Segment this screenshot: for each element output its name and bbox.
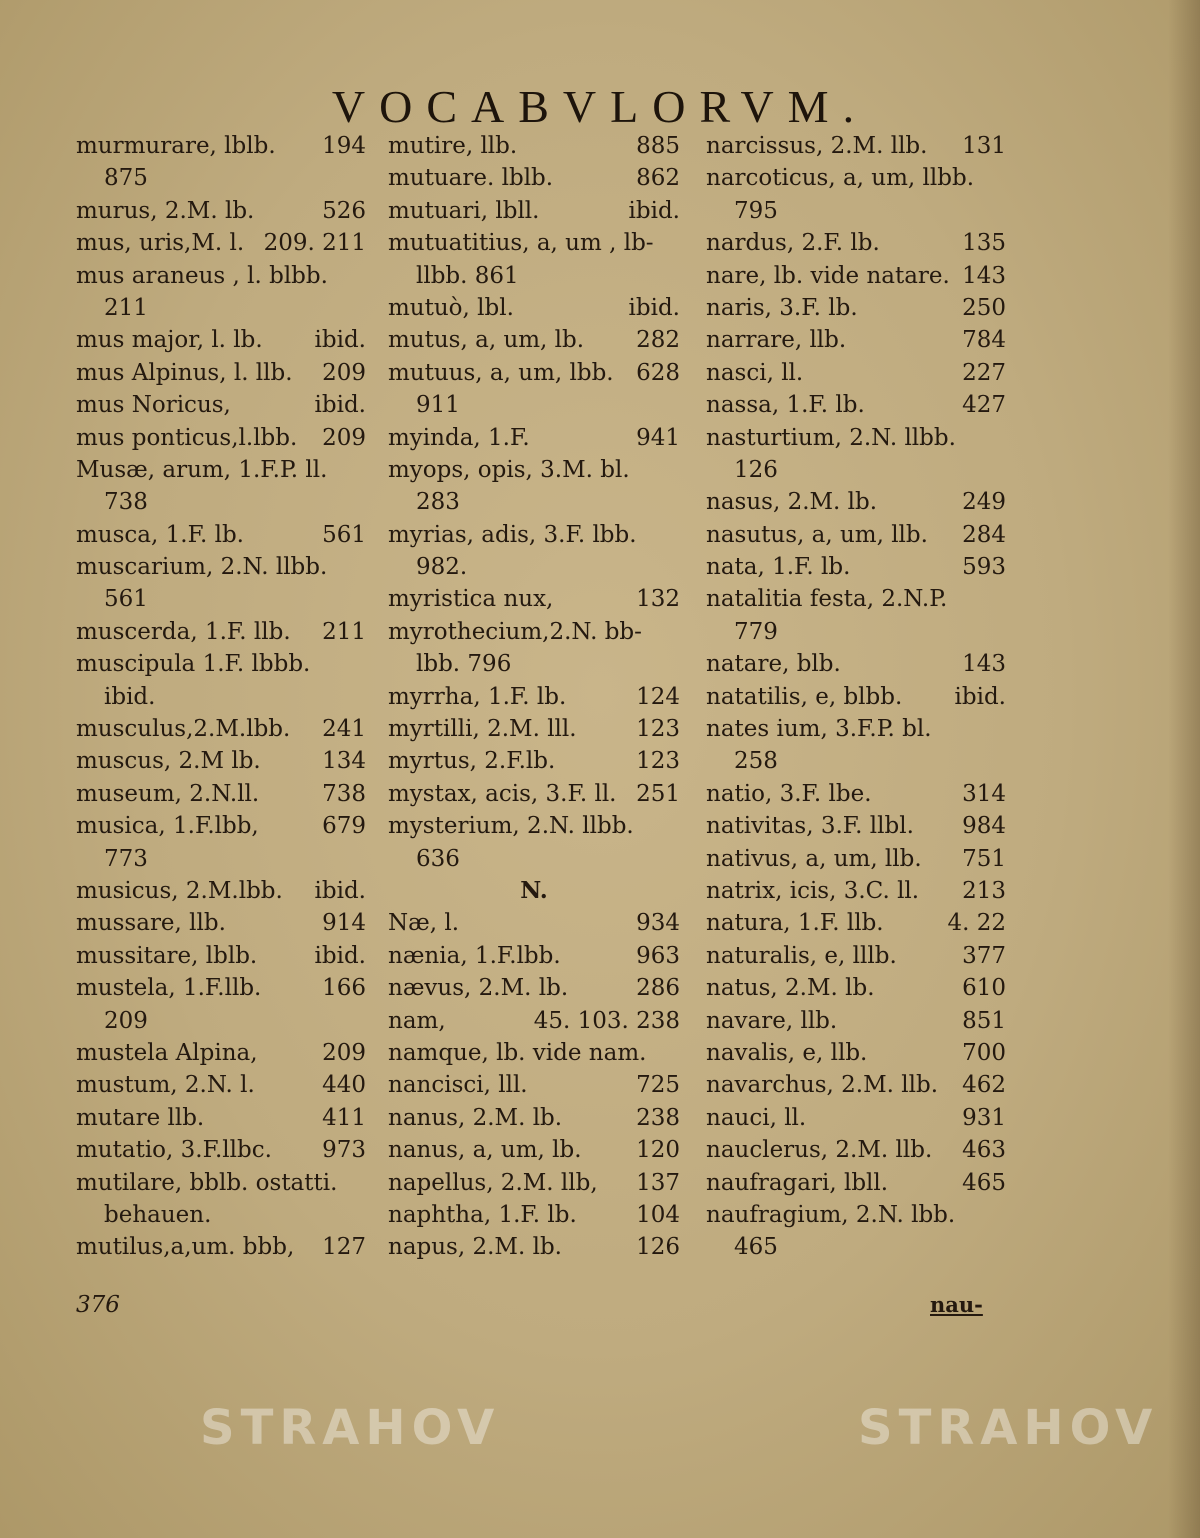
entry-term: nativitas, 3.F. llbl. [706, 813, 914, 840]
index-entry [388, 195, 680, 227]
entry-term: narrare, llb. [706, 327, 847, 354]
page-edge-shadow [1168, 0, 1200, 1538]
entry-page-ref: 784 [962, 327, 1006, 354]
entry-term: natare, blb. [706, 651, 841, 678]
index-entry [388, 1005, 680, 1037]
entry-page-ref: 135 [962, 230, 1006, 257]
entry-page-ref: 931 [962, 1104, 1006, 1131]
index-entry [76, 1069, 366, 1101]
index-entry [76, 681, 366, 713]
entry-page-ref: 131 [962, 133, 1006, 159]
index-entry [706, 1102, 1006, 1134]
index-entry [76, 1231, 366, 1263]
index-entry [388, 778, 680, 810]
index-entry [706, 551, 1006, 583]
entry-term: mutuus, a, um, lbb. [388, 359, 614, 386]
entry-term: behauen. [104, 1201, 212, 1228]
entry-term: nata, 1.F. lb. [706, 554, 851, 581]
entry-page-ref: 123 [636, 716, 680, 743]
index-entry [388, 130, 680, 162]
entry-page-ref: 238 [636, 1104, 680, 1131]
entry-page-ref: 127 [322, 1234, 366, 1261]
entry-term: mussitare, lblb. [76, 942, 258, 969]
page-reference-continuation: 376 [76, 1292, 120, 1318]
entry-term: natatilis, e, blbb. [706, 683, 903, 710]
index-entry [706, 292, 1006, 324]
index-entry [388, 745, 680, 777]
entry-term: narcissus, 2.M. llb. [706, 133, 928, 159]
entry-term: myristica nux, [388, 586, 554, 613]
entry-term: naufragium, 2.N. lbb. [706, 1201, 956, 1228]
entry-page-ref: 143 [962, 651, 1006, 678]
entry-term: natus, 2.M. lb. [706, 975, 875, 1002]
index-entry [706, 1167, 1006, 1199]
entry-page-ref: 738 [322, 780, 366, 807]
index-entry [388, 454, 680, 486]
index-entry [706, 260, 1006, 292]
index-entry [76, 227, 366, 259]
entry-term: 211 [104, 294, 148, 321]
entry-term: mus araneus , l. blbb. [76, 262, 328, 289]
index-entry [706, 940, 1006, 972]
entry-term: musicus, 2.M.lbb. [76, 877, 283, 904]
entry-term: mus Noricus, [76, 392, 231, 419]
entry-term: N. [520, 876, 548, 904]
entry-page-ref: 885 [636, 133, 680, 159]
index-entry [388, 713, 680, 745]
entry-page-ref: ibid. [314, 942, 366, 969]
index-entry [388, 389, 680, 421]
entry-term: mus ponticus,l.lbb. [76, 424, 298, 451]
entry-term: natura, 1.F. llb. [706, 910, 884, 937]
index-entry [76, 843, 366, 875]
index-entry [388, 907, 680, 939]
entry-term: murus, 2.M. lb. [76, 197, 255, 224]
watermark-left: STRAHOV [200, 1400, 501, 1456]
entry-term: nasci, ll. [706, 359, 804, 386]
entry-page-ref: 213 [962, 877, 1006, 904]
entry-term: napellus, 2.M. llb, [388, 1169, 598, 1196]
entry-term: mystax, acis, 3.F. ll. [388, 780, 617, 807]
index-entry [388, 1199, 680, 1231]
page-heading: VOCABVLORVM. [331, 81, 869, 132]
index-entry [76, 486, 366, 518]
entry-term: navare, llb. [706, 1007, 838, 1034]
entry-page-ref: 286 [636, 975, 680, 1002]
entry-term: muscerda, 1.F. llb. [76, 618, 291, 645]
section-letter [388, 875, 680, 907]
index-entry [706, 1199, 1006, 1231]
entry-term: mustela, 1.F.llb. [76, 975, 262, 1002]
entry-page-ref: 134 [322, 748, 366, 775]
entry-page-ref: 462 [962, 1072, 1006, 1099]
index-entry [706, 648, 1006, 680]
index-entry [706, 907, 1006, 939]
entry-term: nativus, a, um, llb. [706, 845, 922, 872]
entry-term: 465 [734, 1234, 778, 1261]
entry-term: museum, 2.N.ll. [76, 780, 260, 807]
entry-term: 875 [104, 165, 148, 192]
index-entry [388, 1069, 680, 1101]
index-column-3 [706, 130, 1006, 1264]
index-entry [76, 324, 366, 356]
entry-page-ref: 251 [636, 780, 680, 807]
index-entry [76, 940, 366, 972]
index-entry [388, 227, 680, 259]
index-entry [388, 1102, 680, 1134]
entry-term: nassa, 1.F. lb. [706, 392, 865, 419]
entry-term: nauclerus, 2.M. llb. [706, 1137, 933, 1164]
entry-term: 283 [416, 489, 460, 516]
index-entry [706, 422, 1006, 454]
index-entry [76, 195, 366, 227]
entry-term: myops, opis, 3.M. bl. [388, 456, 630, 483]
index-entry [76, 583, 366, 615]
entry-page-ref: 4. 22 [947, 910, 1006, 937]
index-entry [388, 551, 680, 583]
entry-page-ref: 241 [322, 716, 366, 743]
entry-page-ref: 123 [636, 748, 680, 775]
entry-page-ref: 862 [636, 165, 680, 192]
entry-page-ref: ibid. [628, 197, 680, 224]
entry-term: musculus,2.M.lbb. [76, 716, 291, 743]
entry-page-ref: 132 [636, 586, 680, 613]
entry-term: nanus, 2.M. lb. [388, 1104, 563, 1131]
entry-term: naufragari, lbll. [706, 1169, 889, 1196]
index-entry [706, 162, 1006, 194]
index-entry [388, 616, 680, 648]
entry-term: natalitia festa, 2.N.P. [706, 586, 948, 613]
index-entry [388, 1134, 680, 1166]
entry-page-ref: 314 [962, 780, 1006, 807]
entry-term: mysterium, 2.N. llbb. [388, 813, 634, 840]
entry-term: 126 [734, 456, 778, 483]
index-entry [706, 810, 1006, 842]
entry-term: mus, uris,M. l. [76, 230, 245, 257]
index-entry [706, 843, 1006, 875]
index-entry [76, 162, 366, 194]
catchword: nau- [930, 1292, 983, 1317]
entry-term: muscipula 1.F. lbbb. [76, 651, 311, 678]
entry-term: 779 [734, 618, 778, 645]
entry-page-ref: 628 [636, 359, 680, 386]
entry-page-ref: ibid. [954, 683, 1006, 710]
entry-term: mutilus,a,um. bbb, [76, 1234, 295, 1261]
entry-page-ref: 377 [962, 942, 1006, 969]
entry-term: muscus, 2.M lb. [76, 748, 261, 775]
index-entry [388, 583, 680, 615]
index-entry [706, 745, 1006, 777]
entry-page-ref: 194 [322, 133, 366, 159]
index-entry [706, 454, 1006, 486]
index-entry [706, 227, 1006, 259]
entry-page-ref: 209. 211 [263, 230, 366, 257]
entry-page-ref: 166 [322, 975, 366, 1002]
index-entry [76, 357, 366, 389]
entry-page-ref: 137 [636, 1169, 680, 1196]
entry-page-ref: ibid. [314, 327, 366, 354]
index-entry [76, 778, 366, 810]
entry-term: Næ, l. [388, 910, 460, 937]
index-column-2 [388, 130, 680, 1264]
entry-page-ref: 751 [962, 845, 1006, 872]
entry-term: navalis, e, llb. [706, 1039, 868, 1066]
entry-term: nare, lb. vide natare. [706, 262, 950, 289]
index-entry [706, 616, 1006, 648]
index-entry [76, 1134, 366, 1166]
entry-page-ref: 104 [636, 1201, 680, 1228]
entry-term: mussare, llb. [76, 910, 226, 937]
entry-term: natrix, icis, 3.C. ll. [706, 877, 920, 904]
entry-term: namque, lb. vide nam. [388, 1039, 647, 1066]
index-entry [76, 260, 366, 292]
entry-term: myrias, adis, 3.F. lbb. [388, 521, 637, 548]
entry-term: muscarium, 2.N. llbb. [76, 554, 328, 581]
index-entry [388, 1037, 680, 1069]
index-entry [76, 972, 366, 1004]
entry-term: nasturtium, 2.N. llbb. [706, 424, 956, 451]
entry-term: nævus, 2.M. lb. [388, 975, 569, 1002]
index-entry [706, 357, 1006, 389]
index-entry [706, 324, 1006, 356]
entry-page-ref: ibid. [628, 294, 680, 321]
index-entry [76, 1199, 366, 1231]
index-entry [706, 713, 1006, 745]
entry-term: nanus, a, um, lb. [388, 1137, 582, 1164]
index-entry [76, 616, 366, 648]
index-entry [388, 486, 680, 518]
entry-page-ref: 984 [962, 813, 1006, 840]
index-entry [706, 1134, 1006, 1166]
entry-term: nasutus, a, um, llb. [706, 521, 928, 548]
entry-term: natio, 3.F. lbe. [706, 780, 872, 807]
index-entry [706, 681, 1006, 713]
entry-term: 773 [104, 845, 148, 872]
entry-term: 561 [104, 586, 148, 613]
entry-term: nænia, 1.F.lbb. [388, 942, 561, 969]
index-entry [76, 551, 366, 583]
index-entry [76, 713, 366, 745]
entry-page-ref: 914 [322, 910, 366, 937]
entry-term: mutilare, bblb. ostatti. [76, 1169, 338, 1196]
index-entry [76, 1037, 366, 1069]
entry-term: napus, 2.M. lb. [388, 1234, 562, 1261]
entry-term: nauci, ll. [706, 1104, 807, 1131]
index-entry [388, 357, 680, 389]
index-entry [76, 454, 366, 486]
index-entry [76, 648, 366, 680]
entry-page-ref: 934 [636, 910, 680, 937]
entry-page-ref: 610 [962, 975, 1006, 1002]
index-entry [76, 292, 366, 324]
entry-page-ref: 427 [962, 392, 1006, 419]
index-entry [706, 1037, 1006, 1069]
entry-term: nasus, 2.M. lb. [706, 489, 878, 516]
entry-term: 911 [416, 392, 460, 419]
index-entry [388, 1167, 680, 1199]
entry-term: mutuare. lblb. [388, 165, 554, 192]
entry-term: musica, 1.F.lbb, [76, 813, 259, 840]
entry-page-ref: 209 [322, 424, 366, 451]
entry-page-ref: 284 [962, 521, 1006, 548]
index-entry [706, 1005, 1006, 1037]
entry-page-ref: 45. 103. 238 [533, 1007, 680, 1034]
entry-term: navarchus, 2.M. llb. [706, 1072, 939, 1099]
entry-term: 738 [104, 489, 148, 516]
index-entry [706, 778, 1006, 810]
index-entry [706, 486, 1006, 518]
entry-page-ref: 249 [962, 489, 1006, 516]
entry-page-ref: 250 [962, 294, 1006, 321]
entry-term: nates ium, 3.F.P. bl. [706, 716, 932, 743]
entry-term: naris, 3.F. lb. [706, 294, 858, 321]
index-entry [76, 1167, 366, 1199]
entry-term: 982. [416, 554, 468, 581]
entry-page-ref: ibid. [314, 877, 366, 904]
entry-page-ref: 209 [322, 359, 366, 386]
index-entry [76, 389, 366, 421]
entry-page-ref: 463 [962, 1137, 1006, 1164]
index-entry [76, 130, 366, 162]
index-entry [706, 130, 1006, 162]
index-entry [706, 195, 1006, 227]
entry-page-ref: 725 [636, 1072, 680, 1099]
index-entry [388, 1231, 680, 1263]
entry-term: mus major, l. lb. [76, 327, 263, 354]
index-column-1 [76, 130, 366, 1264]
entry-page-ref: 126 [636, 1234, 680, 1261]
index-entry [388, 972, 680, 1004]
index-entry [388, 260, 680, 292]
entry-page-ref: 700 [962, 1039, 1006, 1066]
entry-page-ref: 124 [636, 683, 680, 710]
index-entry [76, 907, 366, 939]
entry-term: mutire, llb. [388, 133, 518, 159]
entry-page-ref: 120 [636, 1137, 680, 1164]
entry-term: myinda, 1.F. [388, 424, 530, 451]
entry-term: llbb. 861 [416, 262, 519, 289]
index-entry [76, 810, 366, 842]
index-entry [388, 940, 680, 972]
entry-page-ref: 941 [636, 424, 680, 451]
entry-term: mustela Alpina, [76, 1039, 258, 1066]
index-entry [76, 745, 366, 777]
entry-term: mutare llb. [76, 1104, 205, 1131]
entry-page-ref: 963 [636, 942, 680, 969]
entry-term: lbb. 796 [416, 651, 512, 678]
entry-term: mus Alpinus, l. llb. [76, 359, 293, 386]
entry-term: mutuatitius, a, um , lb- [388, 230, 654, 257]
index-entry [388, 843, 680, 875]
entry-term: myrtilli, 2.M. lll. [388, 716, 577, 743]
entry-term: 795 [734, 197, 778, 224]
index-entry [388, 519, 680, 551]
index-entry [76, 875, 366, 907]
entry-page-ref: 593 [962, 554, 1006, 581]
index-entry [706, 875, 1006, 907]
index-entry [706, 1069, 1006, 1101]
index-entry [388, 648, 680, 680]
entry-term: mutuari, lbll. [388, 197, 540, 224]
entry-page-ref: 561 [322, 521, 366, 548]
entry-page-ref: 679 [322, 813, 366, 840]
entry-page-ref: ibid. [314, 392, 366, 419]
index-entry [388, 810, 680, 842]
index-entry [706, 389, 1006, 421]
entry-term: myrtus, 2.F.lb. [388, 748, 556, 775]
entry-page-ref: 465 [962, 1169, 1006, 1196]
entry-term: mutuò, lbl. [388, 294, 514, 321]
entry-term: murmurare, lblb. [76, 133, 276, 159]
entry-page-ref: 411 [322, 1104, 366, 1131]
index-entry [706, 519, 1006, 551]
entry-term: nancisci, lll. [388, 1072, 528, 1099]
index-entry [76, 422, 366, 454]
index-entry [388, 681, 680, 713]
entry-term: naturalis, e, lllb. [706, 942, 897, 969]
entry-term: mustum, 2.N. l. [76, 1072, 255, 1099]
entry-term: nardus, 2.F. lb. [706, 230, 880, 257]
entry-term: musca, 1.F. lb. [76, 521, 244, 548]
index-entry [388, 422, 680, 454]
entry-page-ref: 526 [322, 197, 366, 224]
entry-term: 258 [734, 748, 778, 775]
entry-term: 209 [104, 1007, 148, 1034]
entry-term: nam, [388, 1007, 446, 1034]
entry-term: myrrha, 1.F. lb. [388, 683, 567, 710]
entry-term: naphtha, 1.F. lb. [388, 1201, 577, 1228]
entry-page-ref: 282 [636, 327, 680, 354]
entry-page-ref: 143 [962, 262, 1006, 289]
index-entry [76, 519, 366, 551]
entry-page-ref: 973 [322, 1137, 366, 1164]
entry-term: Musæ, arum, 1.F.P. ll. [76, 456, 328, 483]
index-entry [706, 972, 1006, 1004]
entry-term: 636 [416, 845, 460, 872]
index-entry [388, 324, 680, 356]
index-entry [388, 292, 680, 324]
index-entry [706, 583, 1006, 615]
entry-term: myrothecium,2.N. bb- [388, 618, 642, 645]
entry-page-ref: 227 [962, 359, 1006, 386]
entry-page-ref: 209 [322, 1039, 366, 1066]
entry-page-ref: 211 [322, 618, 366, 645]
entry-term: mutatio, 3.F.llbc. [76, 1137, 272, 1164]
entry-term: narcoticus, a, um, llbb. [706, 165, 975, 192]
index-entry [388, 162, 680, 194]
entry-term: mutus, a, um, lb. [388, 327, 585, 354]
index-entry [706, 1231, 1006, 1263]
watermark-right: STRAHOV [858, 1400, 1159, 1456]
entry-term: ibid. [104, 683, 156, 710]
index-entry [76, 1005, 366, 1037]
entry-page-ref: 440 [322, 1072, 366, 1099]
entry-page-ref: 851 [962, 1007, 1006, 1034]
index-entry [76, 1102, 366, 1134]
